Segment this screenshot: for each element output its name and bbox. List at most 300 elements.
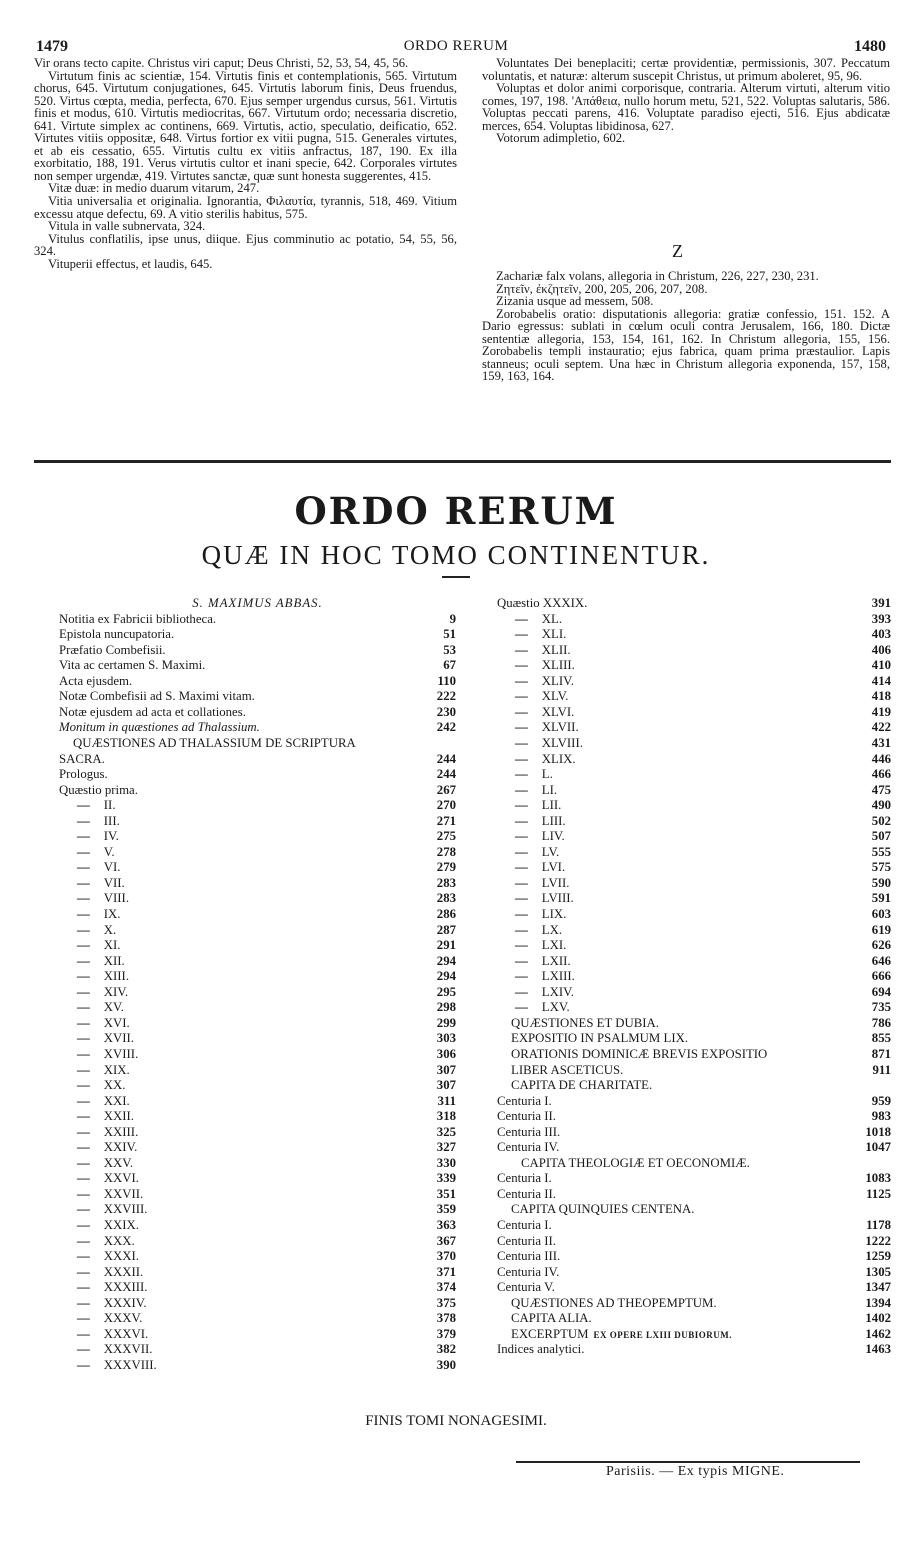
ditto-dash: — [77, 1140, 90, 1155]
toc-entry-text: XLIII. [541, 658, 575, 673]
index-entry: Zorobabelis oratio: disputationis allegoria: gratiæ confessio, 151. 152. A Dario egressus: sublati in cœlum oculi contra Jerusalem, 166, 180. Dictæ sententiæ allegoria, 153, 154, 161, 162. In Christum allegoria, 155, 156. Zorobabelis templi instauratio; ejus fabrica, quam prima præstaulior. Lapis stanneus; oculi septem. Una hæc in Christum allegoria exponenda, 157, 158, 159, 163, 164. [482, 306, 890, 384]
toc-entry [497, 1296, 891, 1310]
toc-entry-label [515, 845, 559, 859]
toc-page-number: 555 [871, 844, 891, 859]
toc-page-number: 694 [871, 984, 891, 999]
toc-entry-label [515, 891, 574, 905]
toc-page-number: 267 [436, 782, 456, 797]
toc-entry [59, 643, 456, 657]
toc-entry [59, 876, 456, 890]
toc-entry-label [77, 985, 128, 999]
toc-entry [59, 1031, 456, 1045]
toc-page-number: 286 [436, 907, 456, 921]
toc-entry-label [497, 1125, 560, 1139]
ditto-dash: — [515, 611, 528, 626]
toc-entry [59, 736, 456, 750]
toc-entry [59, 1000, 456, 1014]
ditto-dash: — [515, 642, 528, 657]
toc-page-number: 1394 [865, 1295, 891, 1310]
toc-page-number: 735 [871, 1000, 891, 1015]
toc-page-number: 230 [436, 704, 456, 719]
toc-entry-text: LII. [541, 798, 562, 813]
toc-entry-text: Centuria I. [497, 1218, 552, 1232]
ditto-dash: — [515, 782, 528, 797]
toc-entry-label [511, 1296, 717, 1310]
ditto-dash: — [515, 938, 528, 953]
toc-entry-text: XXII. [103, 1109, 135, 1124]
toc-entry-label [497, 1342, 584, 1356]
toc-page-number: 626 [871, 938, 891, 953]
index-entry: Votorum adimpletio, 602. [496, 131, 626, 146]
toc-entry-label [511, 1078, 652, 1092]
index-entry: Vir orans tecto capite. Christus viri caput; Deus Christi, 52, 53, 54, 45, 56. [34, 56, 409, 70]
toc-entry-label [77, 1311, 142, 1325]
toc-entry [59, 1218, 456, 1232]
toc-entry [59, 1125, 456, 1139]
toc-page-number: 295 [436, 984, 456, 999]
toc-entry-label [77, 1109, 134, 1123]
toc-page-number: 271 [436, 813, 456, 828]
toc-entry [497, 689, 891, 703]
toc-entry-text: VII. [103, 875, 125, 890]
toc-entry-text: XLVI. [541, 704, 575, 719]
toc-entry-label [77, 876, 125, 890]
toc-entry-label [59, 767, 108, 781]
toc-entry-label [515, 643, 571, 657]
toc-entry [497, 643, 891, 657]
toc-entry [59, 1187, 456, 1201]
toc-entry-label [77, 798, 116, 812]
toc-entry-label [59, 596, 456, 610]
toc-entry-text: Epistola nuncupatoria. [59, 627, 175, 642]
toc-page-number: 1018 [865, 1124, 891, 1139]
ditto-dash: — [515, 969, 528, 984]
toc-entry [59, 658, 456, 672]
toc-page-number: 51 [443, 627, 456, 642]
toc-entry [497, 1187, 891, 1201]
toc-entry-text: Vita ac certamen S. Maximi. [59, 658, 206, 673]
toc-entry-text: XXXVIII. [103, 1357, 157, 1372]
toc-page-number: 1462 [865, 1326, 891, 1341]
imprint-rule [516, 1461, 860, 1463]
running-title: ORDO RERUM [403, 38, 509, 54]
toc-entry-text: VIII. [103, 891, 130, 906]
toc-entry [497, 720, 891, 734]
toc-entry [59, 612, 456, 626]
toc-entry [59, 1094, 456, 1108]
toc-entry-label [511, 1063, 623, 1077]
toc-entry-text: XXXV. [103, 1311, 143, 1326]
toc-entry-label [515, 938, 566, 952]
toc-entry-label [515, 783, 557, 797]
toc-entry [497, 1078, 891, 1092]
ditto-dash: — [77, 1124, 90, 1139]
toc-page-number: 1178 [866, 1218, 891, 1232]
toc-entry-text: Acta ejusdem. [59, 673, 133, 688]
toc-entry [497, 1031, 891, 1045]
toc-page-number: 475 [871, 782, 891, 797]
index-left-column [34, 57, 457, 270]
toc-entry-label [515, 767, 553, 781]
toc-entry-text: III. [103, 813, 120, 828]
ditto-dash: — [77, 1218, 90, 1232]
toc-entry-label [515, 923, 562, 937]
toc-entry-label [497, 1234, 556, 1248]
toc-entry-label [59, 689, 255, 703]
toc-page-number: 367 [436, 1233, 456, 1248]
toc-entry-text: XXI. [103, 1093, 130, 1108]
toc-entry-text: Centuria III. [497, 1249, 561, 1264]
toc-entry-text: CAPITA ALIA. [511, 1311, 592, 1326]
toc-entry-text: EXPOSITIO IN PSALMUM LIX. [511, 1031, 689, 1046]
toc-page-number: 959 [871, 1093, 891, 1108]
toc-entry [59, 1327, 456, 1341]
ditto-dash: — [77, 829, 90, 844]
ditto-dash: — [515, 673, 528, 688]
toc-page-number: 507 [871, 829, 891, 844]
ditto-dash: — [515, 627, 528, 642]
toc-entry-label [515, 814, 566, 828]
toc-page-number: 9 [449, 611, 456, 626]
toc-entry [497, 1280, 891, 1294]
toc-entry [497, 1094, 891, 1108]
toc-entry-label [515, 736, 583, 750]
toc-page-number: 303 [436, 1031, 456, 1046]
toc-entry-text: II. [103, 798, 116, 813]
toc-entry-label [515, 1000, 570, 1014]
toc-entry [497, 891, 891, 905]
toc-entry-label [77, 1327, 148, 1341]
toc-entry-text: XV. [103, 1000, 124, 1015]
index-entry: Voluptas et dolor animi corporisque, contraria. Alterum virtuti, alterum vitio comes, 197, 198. 'Απάθεια, nullo horum metu, 521, 522. Voluptas salutaris, 586. Voluptas peccati parens, 416. Voluptate paradiso ejecti, 516. Ejus abdicatæ merces, 654. Voluptas libidinosa, 627. [482, 81, 890, 133]
toc-page-number: 391 [871, 596, 891, 610]
toc-entry-text: CAPITA QUINQUIES CENTENA. [511, 1202, 695, 1217]
toc-entry [59, 1280, 456, 1294]
toc-entry [59, 954, 456, 968]
toc-entry-label [77, 1358, 157, 1372]
ditto-dash: — [515, 860, 528, 875]
toc-entry-label [515, 658, 575, 672]
index-entry: Zizania usque ad messem, 508. [496, 294, 654, 309]
toc-entry-text: Centuria II. [497, 1109, 556, 1124]
toc-entry-label [77, 1047, 138, 1061]
toc-subtitle: QUÆ IN HOC TOMO CONTINENTUR. [201, 540, 711, 570]
toc-entry [59, 674, 456, 688]
toc-page-number: 786 [871, 1015, 891, 1030]
ditto-dash: — [515, 767, 528, 782]
toc-page-number: 382 [436, 1342, 456, 1357]
toc-entry-text: XI. [103, 938, 121, 953]
toc-entry-label [77, 1156, 133, 1170]
finis-line: FINIS TOMI NONAGESIMI. [365, 1413, 547, 1429]
toc-page-number: 307 [436, 1062, 456, 1077]
toc-entry [497, 674, 891, 688]
toc-entry-label [77, 1234, 135, 1248]
toc-entry-text: LIBER ASCETICUS. [511, 1062, 624, 1077]
toc-entry [497, 907, 891, 921]
toc-entry-text: LXV. [541, 1000, 570, 1015]
ditto-dash: — [77, 969, 90, 984]
toc-entry-text: XXIX. [103, 1218, 139, 1232]
toc-entry-label [515, 876, 569, 890]
toc-entry-text: ORATIONIS DOMINICÆ BREVIS EXPOSITIO [511, 1046, 768, 1061]
toc-entry-label [515, 752, 576, 766]
toc-page-number: 603 [871, 907, 891, 921]
ditto-dash: — [515, 891, 528, 906]
ditto-dash: — [77, 1109, 90, 1124]
ditto-dash: — [77, 938, 90, 953]
toc-page-number: 374 [436, 1280, 456, 1295]
toc-page-number: 393 [871, 611, 891, 626]
toc-entry [59, 829, 456, 843]
toc-entry-text: XLVIII. [541, 735, 583, 750]
toc-entry [59, 938, 456, 952]
toc-entry-text: XLVII. [541, 720, 579, 735]
toc-entry-text: XII. [103, 953, 125, 968]
toc-entry [59, 1234, 456, 1248]
ditto-dash: — [515, 953, 528, 968]
index-right-column-v [482, 57, 890, 145]
toc-entry [497, 829, 891, 843]
toc-page-number: 446 [871, 751, 891, 766]
toc-entry [59, 1156, 456, 1170]
toc-entry [497, 1140, 891, 1154]
ditto-dash: — [77, 1171, 90, 1186]
toc-page-number: 590 [871, 875, 891, 890]
toc-entry-text: QUÆSTIONES AD THALASSIUM DE SCRIPTURA [73, 735, 356, 750]
toc-entry [497, 1202, 891, 1216]
toc-entry [497, 1342, 891, 1356]
toc-entry [497, 1047, 891, 1061]
toc-entry-text: Prologus. [59, 767, 108, 782]
toc-entry-text: XXXVII. [103, 1342, 153, 1357]
toc-title: ORDO RERUM [294, 489, 618, 533]
z-section-letter: Z [672, 241, 683, 261]
index-entry: Virtutum finis ac scientiæ, 154. Virtutis finis et contemplationis, 565. Virtutum chorus, 645. Virtutum conjugationes, 645. Virtutis laborum finis, Deus fruendus, 520. Virtus cœpta, media, perfecta, 670. Ejus semper urgendus cursus, 561. Virtutis finis et modus, 610. Virtutis mediocritas, 667. Virtutum ordo; necessaria discretio, 641. Virtute simplex ac continens, 669. Virtutis, actio, speculatio, deificatio, 652. Virtutes vitiis oppositæ, 648. Virtus fortior ex vitii pugna, 515. Generales virtutes, et ab eis cessatio, 655. Virtutis cultu ex vitiis anfractus, 187, 190. Ex illa exorbitatio, 188, 191. Verus virtutis cultor et inani specie, 642. Corporales virtutes non semper urgendæ, 419. Virtutes sanctæ, quæ sunt honesta suggerentes, 415. [34, 68, 457, 183]
toc-entry [59, 1358, 456, 1372]
toc-page-number: 1463 [865, 1342, 891, 1357]
toc-entry-text: XIII. [103, 969, 130, 984]
toc-entry-text: CAPITA DE CHARITATE. [511, 1078, 653, 1093]
index-right-column-z [482, 270, 890, 383]
toc-entry-text: Quæstio prima. [59, 782, 138, 797]
toc-entry-label [497, 596, 587, 610]
toc-entry [497, 627, 891, 641]
toc-page-number: 418 [871, 689, 891, 704]
toc-entry [59, 627, 456, 641]
toc-entry [59, 1109, 456, 1123]
toc-entry [59, 596, 456, 610]
toc-entry-text: XXVIII. [103, 1202, 148, 1217]
toc-entry-text: EXCERPTUM [511, 1326, 589, 1341]
toc-entry-label [77, 1125, 138, 1139]
toc-entry-label [73, 736, 356, 750]
right-page-number: 1480 [854, 38, 886, 55]
ditto-dash: — [515, 704, 528, 719]
index-entry: Vitulus conflatilis, ipse unus, diique. Ejus comminutio ac potatio, 54, 55, 56, 324. [34, 231, 457, 259]
ditto-dash: — [515, 1000, 528, 1015]
toc-entry [497, 969, 891, 983]
toc-page-number: 378 [436, 1311, 456, 1326]
toc-entry-label [515, 829, 565, 843]
toc-entry-text: LV. [541, 844, 560, 859]
ditto-dash: — [515, 658, 528, 673]
toc-entry-label [511, 1202, 694, 1216]
toc-entry [59, 860, 456, 874]
toc-entry-label [515, 705, 574, 719]
toc-entry-label [77, 860, 121, 874]
toc-entry-label [77, 923, 116, 937]
ditto-dash: — [515, 720, 528, 735]
toc-entry-label [77, 969, 129, 983]
index-entry: Voluntates Dei beneplaciti; certæ providentiæ, permissionis, 307. Peccatum voluntatis, et naturæ: alterum suscepit Christus, ut primum aboleret, 95, 96. [482, 56, 890, 83]
toc-entry [59, 969, 456, 983]
toc-page-number: 325 [436, 1124, 456, 1139]
ditto-dash: — [77, 1046, 90, 1061]
toc-page-number: 242 [436, 720, 456, 735]
toc-entry [497, 985, 891, 999]
toc-page-number: 278 [436, 844, 456, 859]
toc-entry-text: X. [103, 922, 117, 937]
toc-entry [59, 1249, 456, 1263]
toc-page-number: 1402 [865, 1311, 891, 1326]
title-dash [442, 576, 470, 578]
toc-entry-label [77, 1296, 147, 1310]
toc-entry [59, 814, 456, 828]
toc-page-number: 1125 [866, 1186, 891, 1201]
toc-entry-text: IX. [103, 907, 121, 921]
toc-entry-text: LVII. [541, 875, 570, 890]
toc-entry-text: XXV. [103, 1155, 134, 1170]
toc-entry-label [77, 1031, 134, 1045]
toc-entry-label [77, 1016, 130, 1030]
toc-entry-text: LVI. [541, 860, 566, 875]
toc-entry-text: XXVII. [103, 1186, 144, 1201]
ditto-dash: — [77, 1031, 90, 1046]
ditto-dash: — [515, 922, 528, 937]
toc-entry-label [515, 985, 574, 999]
toc-page-number: 490 [871, 798, 891, 813]
toc-entry-label [77, 1249, 139, 1263]
ditto-dash: — [515, 689, 528, 704]
toc-entry-text: Centuria II. [497, 1233, 556, 1248]
toc-page-number: 351 [436, 1186, 456, 1201]
toc-page-number: 871 [871, 1046, 891, 1061]
toc-entry-text: XIV. [103, 984, 129, 999]
toc-entry-label [515, 720, 579, 734]
toc-entry-label [59, 783, 138, 797]
toc-entry-text: XVI. [103, 1015, 130, 1030]
toc-entry-label [77, 954, 125, 968]
toc-entry [497, 1249, 891, 1263]
toc-entry-text: XLIX. [541, 751, 576, 766]
toc-entry-label [515, 689, 568, 703]
ditto-dash: — [515, 984, 528, 999]
ditto-dash: — [77, 1093, 90, 1108]
toc-page-number: 307 [436, 1078, 456, 1093]
toc-entry-label [59, 752, 105, 766]
toc-entry-text: Notæ Combefisii ad S. Maximi vitam. [59, 689, 255, 704]
toc-entry-label [515, 674, 574, 688]
toc-entry-label [511, 1327, 732, 1342]
toc-page-number: 619 [871, 922, 891, 937]
toc-entry-text: XLV. [541, 689, 569, 704]
toc-entry-text: XXX. [103, 1233, 135, 1248]
toc-page-number: 646 [871, 953, 891, 968]
toc-entry-label [59, 720, 260, 734]
toc-entry-label [515, 907, 566, 921]
toc-entry [497, 1109, 891, 1123]
ditto-dash: — [77, 860, 90, 875]
toc-entry-text: LIV. [541, 829, 565, 844]
toc-entry-text: Indices analytici. [497, 1342, 585, 1357]
toc-entry-label [77, 1280, 148, 1294]
toc-entry-label [515, 954, 571, 968]
toc-entry [497, 1234, 891, 1248]
toc-entry [497, 814, 891, 828]
toc-entry [59, 705, 456, 719]
toc-entry-text: XL. [541, 611, 563, 626]
toc-entry-text: XXXIV. [103, 1295, 147, 1310]
toc-page-number: 339 [436, 1171, 456, 1186]
toc-entry [59, 689, 456, 703]
toc-entry-text: XVIII. [103, 1046, 139, 1061]
toc-entry-label [511, 1016, 659, 1030]
index-entry: Ζητεῖν, ἐκζητεῖν, 200, 205, 206, 207, 208. [496, 281, 708, 296]
toc-entry [497, 845, 891, 859]
ditto-dash: — [77, 907, 90, 921]
toc-entry [497, 1063, 891, 1077]
toc-entry-label [511, 1047, 767, 1061]
toc-page-number: 591 [871, 891, 891, 906]
toc-page-number: 299 [436, 1015, 456, 1030]
toc-right-column [497, 596, 891, 1396]
toc-entry [497, 1016, 891, 1030]
ditto-dash: — [515, 735, 528, 750]
toc-entry-label [77, 1063, 130, 1077]
toc-page-number: 359 [436, 1202, 456, 1217]
ditto-dash: — [515, 907, 528, 921]
toc-entry-label [77, 1218, 139, 1232]
toc-entry-text: LXIV. [541, 984, 574, 999]
ditto-dash: — [77, 1155, 90, 1170]
toc-page-number: 1347 [865, 1280, 891, 1295]
toc-entry [497, 767, 891, 781]
toc-entry-text: Monitum in quæstiones ad Thalassium. [59, 720, 260, 735]
toc-entry-label [515, 627, 566, 641]
ditto-dash: — [77, 891, 90, 906]
toc-entry-label [59, 674, 132, 688]
toc-entry-label [515, 860, 565, 874]
toc-entry [59, 845, 456, 859]
ditto-dash: — [77, 984, 90, 999]
toc-entry-text: LIX. [541, 907, 567, 921]
toc-page-number: 406 [871, 642, 891, 657]
toc-entry-text: LX. [541, 922, 563, 937]
ditto-dash: — [77, 1249, 90, 1264]
ditto-dash: — [77, 1015, 90, 1030]
toc-entry [59, 1311, 456, 1325]
toc-entry-label [497, 1249, 560, 1263]
toc-entry [59, 923, 456, 937]
toc-entry [59, 1078, 456, 1092]
toc-entry-label [515, 612, 562, 626]
toc-entry-text: XLII. [541, 642, 571, 657]
toc-page-number: 390 [436, 1357, 456, 1372]
toc-entry-label [77, 1171, 139, 1185]
toc-entry [497, 938, 891, 952]
toc-entry-text: Centuria I. [497, 1171, 552, 1186]
